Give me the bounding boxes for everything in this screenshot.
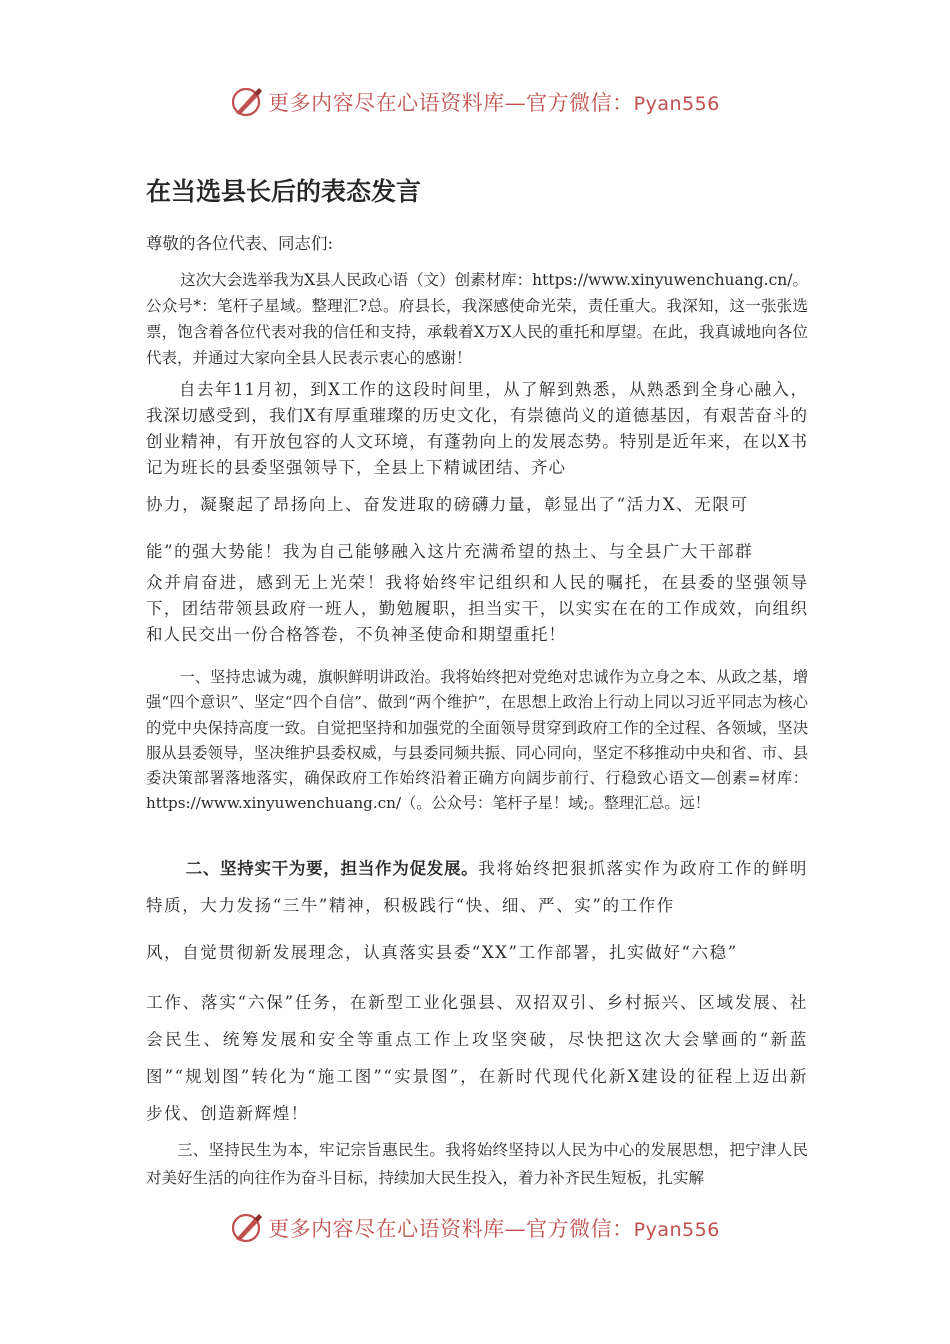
footer-watermark-banner <box>0 1206 950 1250</box>
pen-logo-icon <box>230 1211 264 1245</box>
section-two-heading: 二、坚持实干为要，担当作为促发展。 <box>185 859 479 878</box>
section-three-paragraph: 三、坚持民生为本，牢记宗旨惠民生。我将始终坚持以人民为中心的发展思想，把宁津人民对美好生活的向往作为奋斗目标，持续加大民生投入，着力补齐民生短板，扎实解 <box>146 1141 808 1187</box>
banner-text: 更多内容尽在心语资料库—官方微信：Pyan556 <box>268 91 720 115</box>
paragraph-background: 自去年11月初，到X工作的这段时间里，从了解到熟悉，从熟悉到全身心融入，我深切感受到，我们X有厚重璀璨的历史文化，有崇德尚义的道德基因，有艰苦奋斗的创业精神，有开放包容的人文环境，有蓬勃向上的发展态势。特别是近年来，在以X书记为班长的县委坚强领导下，全县上下精诚团结、齐心 <box>146 380 808 477</box>
section-two-paragraph <box>146 850 808 924</box>
section-two-paragraph-cont: 风，自觉贯彻新发展理念，认真落实县委“XX”工作部署，扎实做好“六稳” <box>146 943 738 962</box>
paragraph-background-cont: 协力，凝聚起了昂扬向上、奋发进取的磅礴力量，彰显出了“活力X、无限可 <box>146 495 749 514</box>
banner-text: 更多内容尽在心语资料库—官方微信：Pyan556 <box>268 1217 720 1241</box>
paragraph-commitment: 众并肩奋进，感到无上光荣！我将始终牢记组织和人民的嘱托，在县委的坚强领导下，团结带领县政府一班人，勤勉履职，担当实干，以实实在在的工作成效，向组织和人民交出一份合格答卷，不负神圣使命和期望重托！ <box>146 573 808 644</box>
header-watermark-banner <box>0 80 950 124</box>
section-two-body: 我将始终把狠抓落实作为政府工作的鲜明特质，大力发扬“三牛”精神，积极践行“快、细、严、实”的工作作 <box>146 859 808 915</box>
section-two-paragraph-cont-2: 工作、落实“六保”任务，在新型工业化强县、双招双引、乡村振兴、区域发展、社会民生、统筹发展和安全等重点工作上攻坚突破，尽快把这次大会擘画的“新蓝图”“规划图”转化为“施工图”“实景图”，在新时代现代化新X建设的征程上迈出新步伐、创造新辉煌！ <box>146 993 808 1123</box>
document-title: 在当选县长后的表态发言 <box>146 177 422 206</box>
paragraph-opening: 这次大会选举我为X县人民政心语（文）创素材库：https://www.xinyuwenchuang.cn/。公众号*：笔杆子星域。整理汇?总。府县长，我深感使命光荣，责任重大。我深知，这一张张选票，饱含着各位代表对我的信任和支持，承载着X万X人民的重托和厚望。在此，我真诚地向各位代表，并通过大家向全县人民表示衷心的感谢！ <box>146 271 808 367</box>
section-one-paragraph: 一、坚持忠诚为魂，旗帜鲜明讲政治。我将始终把对党绝对忠诚作为立身之本、从政之基，增强“四个意识”、坚定“四个自信”、做到“两个维护”，在思想上政治上行动上同以习近平同志为核心的党中央保持高度一致。自觉把坚持和加强党的全面领导贯穿到政府工作的全过程、各领域，坚决服从县委领导，坚决维护县委权威，与县委同频共振、同心同向，坚定不移推动中央和省、市、县委决策部署落地落实，确保政府工作始终沿着正确方向阔步前行、行稳致心语文—创素=材库：https://www.xinyuwenchuang.cn/（。公众号：笔杆子星！域;。整理汇总。远！ <box>146 668 808 813</box>
wechat-id: Pyan556 <box>633 1219 720 1241</box>
salutation: 尊敬的各位代表、同志们: <box>146 234 334 253</box>
paragraph-background-cont-2: 能”的强大势能！我为自己能够融入这片充满希望的热土、与全县广大干部群 <box>146 542 754 561</box>
pen-logo-icon <box>230 85 264 119</box>
wechat-id: Pyan556 <box>633 93 720 115</box>
